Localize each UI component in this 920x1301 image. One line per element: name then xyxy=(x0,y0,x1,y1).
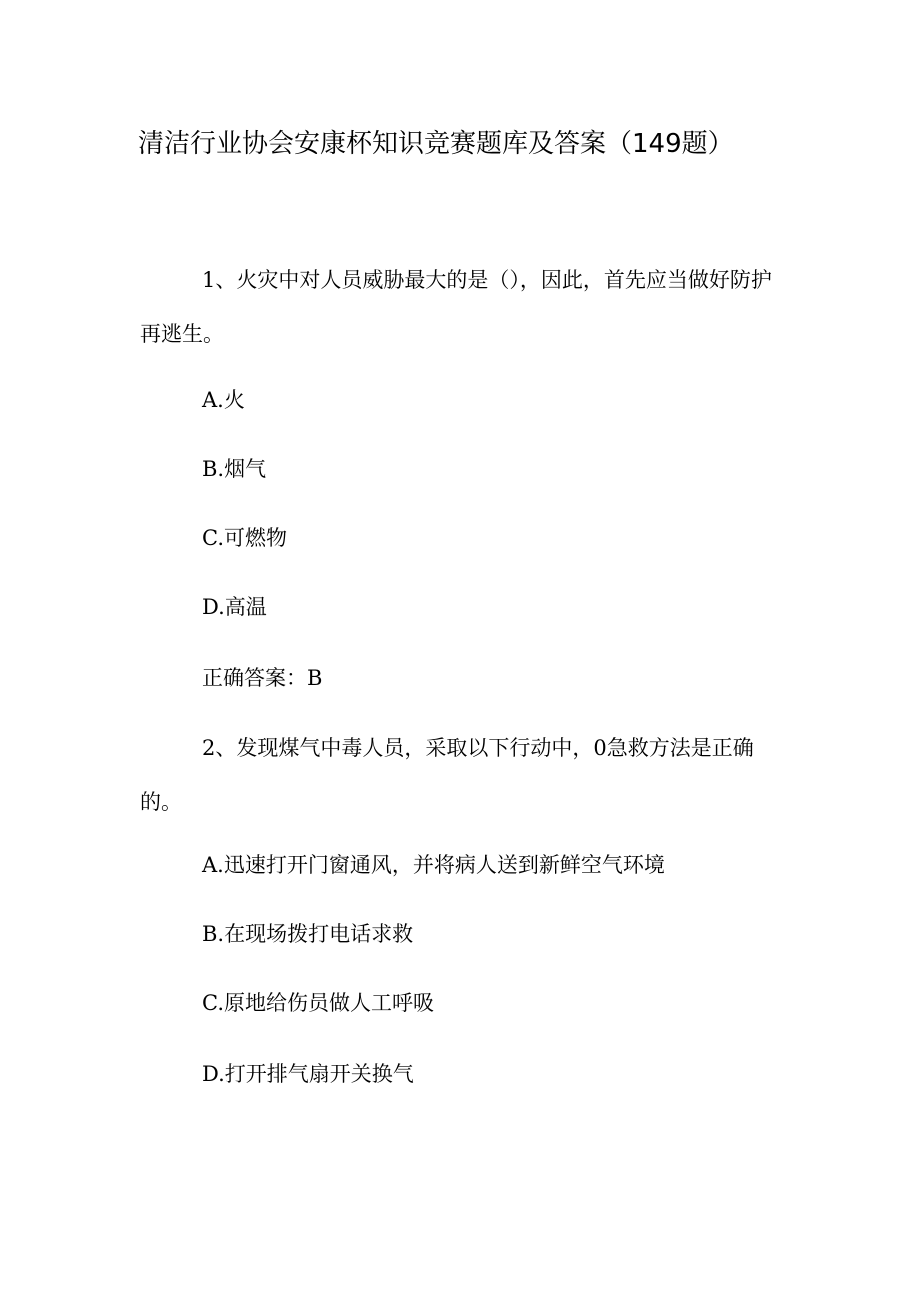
question-2-option-c: C.原地给伤员做人工呼吸 xyxy=(202,991,434,1015)
question-1-answer: 正确答案：B xyxy=(202,666,323,690)
question-1-option-d: D.高温 xyxy=(202,595,267,619)
question-2-option-b: B.在现场拨打电话求救 xyxy=(202,922,414,946)
question-1-option-c: C.可燃物 xyxy=(202,526,287,550)
question-1-option-a: A.火 xyxy=(202,388,245,412)
question-2-option-d: D.打开排气扇开关换气 xyxy=(202,1062,414,1086)
document-title: 清洁行业协会安康杯知识竞赛题库及答案（149题） xyxy=(138,129,734,159)
question-1-option-b: B.烟气 xyxy=(202,457,267,481)
question-1-stem: 1、火灾中对人员威胁最大的是（），因此，首先应当做好防护 再逃生。 xyxy=(140,268,772,346)
question-2-option-a: A.迅速打开门窗通风，并将病人送到新鲜空气环境 xyxy=(202,853,665,877)
question-2-stem: 2、发现煤气中毒人员，采取以下行动中，0急救方法是正确的。 xyxy=(140,736,754,814)
